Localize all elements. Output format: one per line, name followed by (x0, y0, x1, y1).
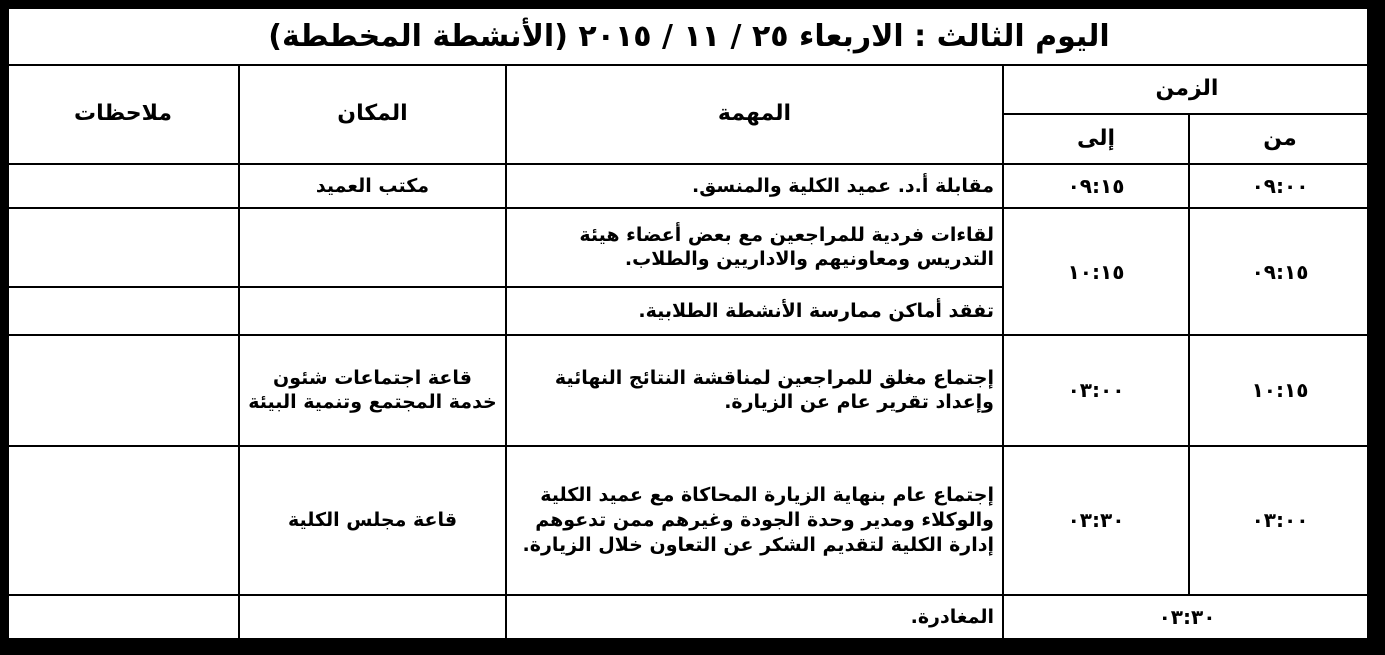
header-row-1 (7, 65, 1371, 113)
row-notes (7, 208, 239, 286)
row-time: ٠٣:٣٠ (1003, 595, 1371, 640)
row-task: لقاءات فردية للمراجعين مع بعض أعضاء هيئة التدريس ومعاونيهم والاداريين والطلاب. (506, 208, 1003, 286)
row-place: قاعة مجلس الكلية (239, 446, 506, 595)
row-to: ٠٣:٠٠ (1003, 335, 1189, 446)
row-from: ٠٩:٠٠ (1189, 164, 1371, 208)
schedule-table (6, 6, 1372, 641)
header-to: إلى (1003, 114, 1189, 164)
row-from: ٠٩:١٥ (1189, 208, 1371, 335)
row-place: مكتب العميد (239, 164, 506, 208)
row-notes (7, 446, 239, 595)
table-row (7, 335, 1371, 446)
header-place: المكان (239, 65, 506, 164)
row-place (239, 595, 506, 640)
row-task: مقابلة أ.د. عميد الكلية والمنسق. (506, 164, 1003, 208)
header-time: الزمن (1003, 65, 1371, 113)
row-to: ٠٣:٣٠ (1003, 446, 1189, 595)
page-title: اليوم الثالث : الاربعاء ٢٥ / ١١ / ٢٠١٥ (الأنشطة المخططة) (7, 7, 1371, 65)
row-task: إجتماع عام بنهاية الزيارة المحاكاة مع عميد الكلية والوكلاء ومدير وحدة الجودة وغيرهم ممن تدعوهم إدارة الكلية لتقديم الشكر عن التعاون خلال الزيارة. (506, 446, 1003, 595)
header-notes: ملاحظات (7, 65, 239, 164)
table-row (7, 164, 1371, 208)
row-from: ١٠:١٥ (1189, 335, 1371, 446)
row-from: ٠٣:٠٠ (1189, 446, 1371, 595)
row-notes (7, 287, 239, 335)
row-notes (7, 164, 239, 208)
header-task: المهمة (506, 65, 1003, 164)
row-place: قاعة اجتماعات شئون خدمة المجتمع وتنمية البيئة (239, 335, 506, 446)
row-to: ٠٩:١٥ (1003, 164, 1189, 208)
table-row (7, 446, 1371, 595)
table-row (7, 595, 1371, 640)
row-task: المغادرة. (506, 595, 1003, 640)
row-notes (7, 335, 239, 446)
title-row (7, 7, 1371, 65)
row-notes (7, 595, 239, 640)
row-task: تفقد أماكن ممارسة الأنشطة الطلابية. (506, 287, 1003, 335)
header-from: من (1189, 114, 1371, 164)
row-to: ١٠:١٥ (1003, 208, 1189, 335)
row-place (239, 287, 506, 335)
table-row (7, 208, 1371, 286)
row-task: إجتماع مغلق للمراجعين لمناقشة النتائج النهائية وإعداد تقرير عام عن الزيارة. (506, 335, 1003, 446)
row-place (239, 208, 506, 286)
